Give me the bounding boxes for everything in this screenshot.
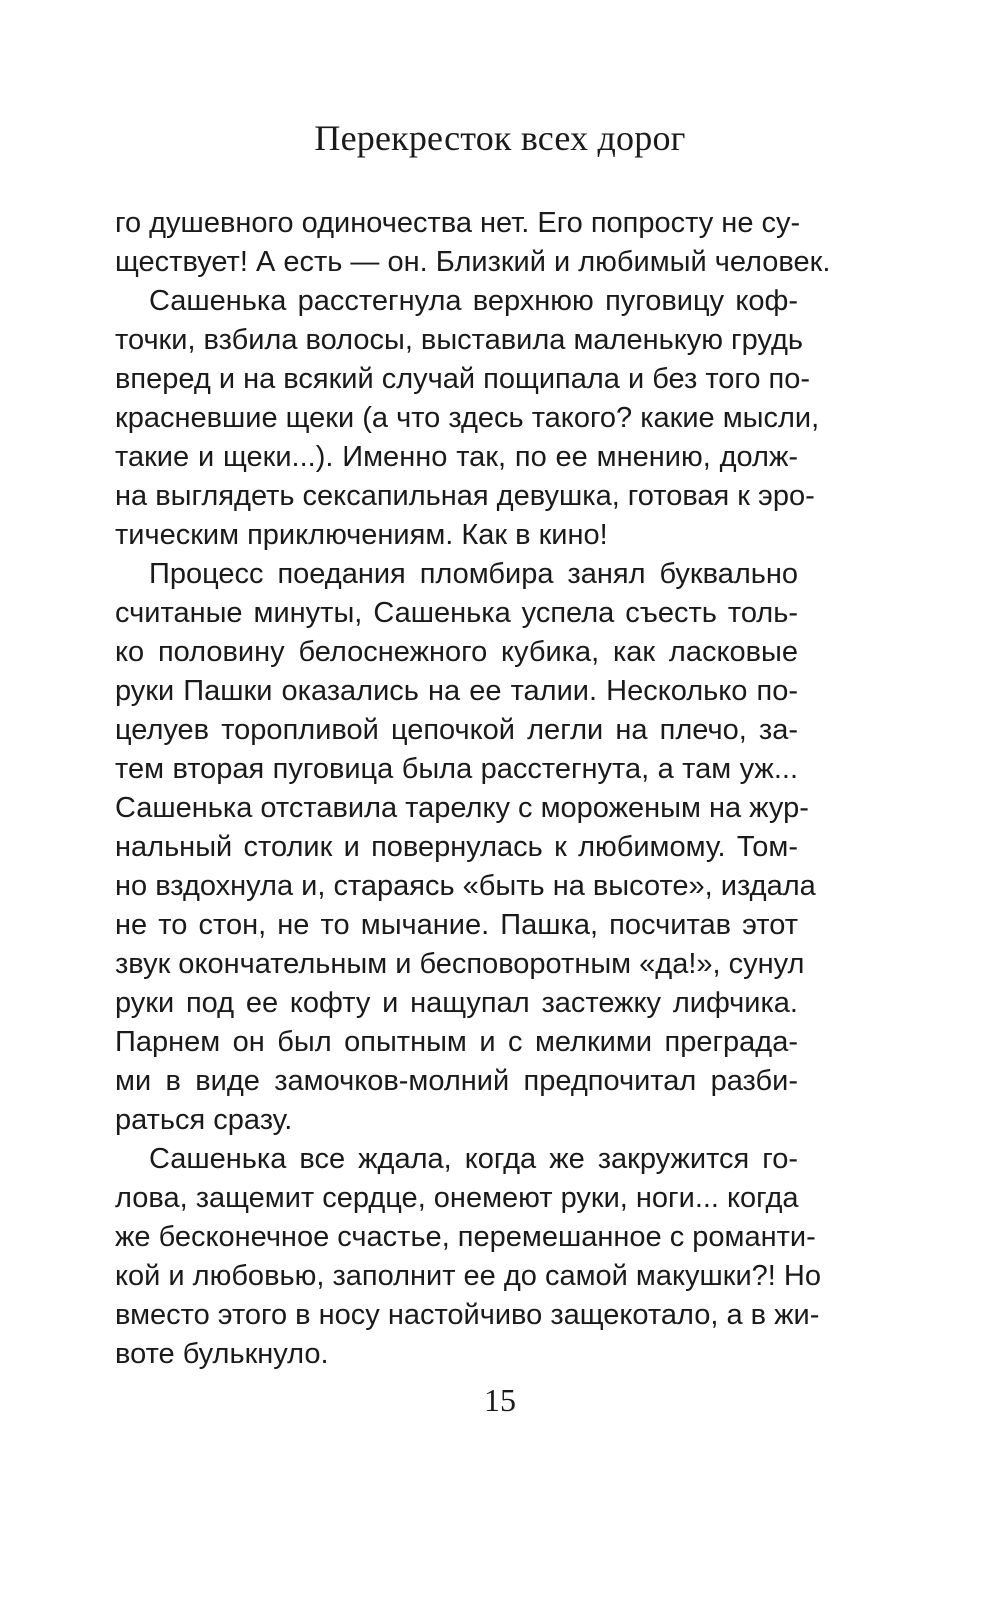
text-line: нальный столик и повернулась к любимому. Том- bbox=[115, 831, 798, 863]
text-line: тем вторая пуговица была расстегнута, а там уж... bbox=[115, 753, 798, 785]
body-text bbox=[115, 204, 831, 1374]
text-line: на выглядеть сексапильная девушка, готовая к эро- bbox=[115, 480, 815, 512]
text-line: руки Пашки оказались на ее талии. Несколько по- bbox=[115, 675, 798, 707]
page-number: 15 bbox=[484, 1382, 516, 1418]
text-line: вместо этого в носу настойчиво защекотало, а в жи- bbox=[115, 1299, 820, 1331]
text-line: Парнем он был опытным и с мелкими преграда- bbox=[115, 1026, 798, 1058]
running-head: Перекресток всех дорог bbox=[314, 118, 686, 158]
text-line: руки под ее кофту и нащупал застежку лифчика. bbox=[115, 987, 798, 1019]
text-line: вперед и на всякий случай пощипала и без того по- bbox=[115, 363, 811, 395]
text-line: же бесконечное счастье, перемешанное с романти- bbox=[115, 1221, 816, 1253]
text-line: не то стон, не то мычание. Пашка, посчитав этот bbox=[115, 909, 798, 941]
text-line: ко половину белоснежного кубика, как ласковые bbox=[115, 636, 798, 668]
text-line: звук окончательным и бесповоротным «да!», сунул bbox=[115, 948, 805, 980]
text-line: воте булькнуло. bbox=[115, 1338, 329, 1370]
text-line: такие и щеки...). Именно так, по ее мнению, долж- bbox=[115, 441, 798, 473]
text-line: Процесс поедания пломбира занял буквально bbox=[149, 558, 798, 590]
text-line: считаные минуты, Сашенька успела съесть толь- bbox=[115, 597, 798, 629]
text-line: но вздохнула и, стараясь «быть на высоте», издала bbox=[115, 870, 816, 902]
text-line: кой и любовью, заполнит ее до самой макушки?! Но bbox=[115, 1260, 821, 1292]
text-line: точки, взбила волосы, выставила маленькую грудь bbox=[115, 324, 803, 356]
text-line: ми в виде замочков-молний предпочитал разби- bbox=[115, 1065, 798, 1097]
text-line: Сашенька расстегнула верхнюю пуговицу коф- bbox=[149, 285, 798, 317]
text-line: целуев торопливой цепочкой легли на плечо, за- bbox=[115, 714, 798, 746]
text-line: раться сразу. bbox=[115, 1104, 293, 1136]
text-line: Сашенька все ждала, когда же закружится го- bbox=[149, 1143, 798, 1175]
text-line: красневшие щеки (а что здесь такого? какие мысли, bbox=[115, 402, 820, 434]
text-line: ществует! А есть — он. Близкий и любимый человек. bbox=[115, 246, 831, 278]
text-line: Сашенька отставила тарелку с мороженым на жур- bbox=[115, 792, 809, 824]
text-line: тическим приключениям. Как в кино! bbox=[115, 519, 608, 551]
text-line: лова, защемит сердце, онемеют руки, ноги... когда bbox=[115, 1182, 799, 1214]
text-line: го душевного одиночества нет. Его попросту не су- bbox=[115, 207, 801, 239]
